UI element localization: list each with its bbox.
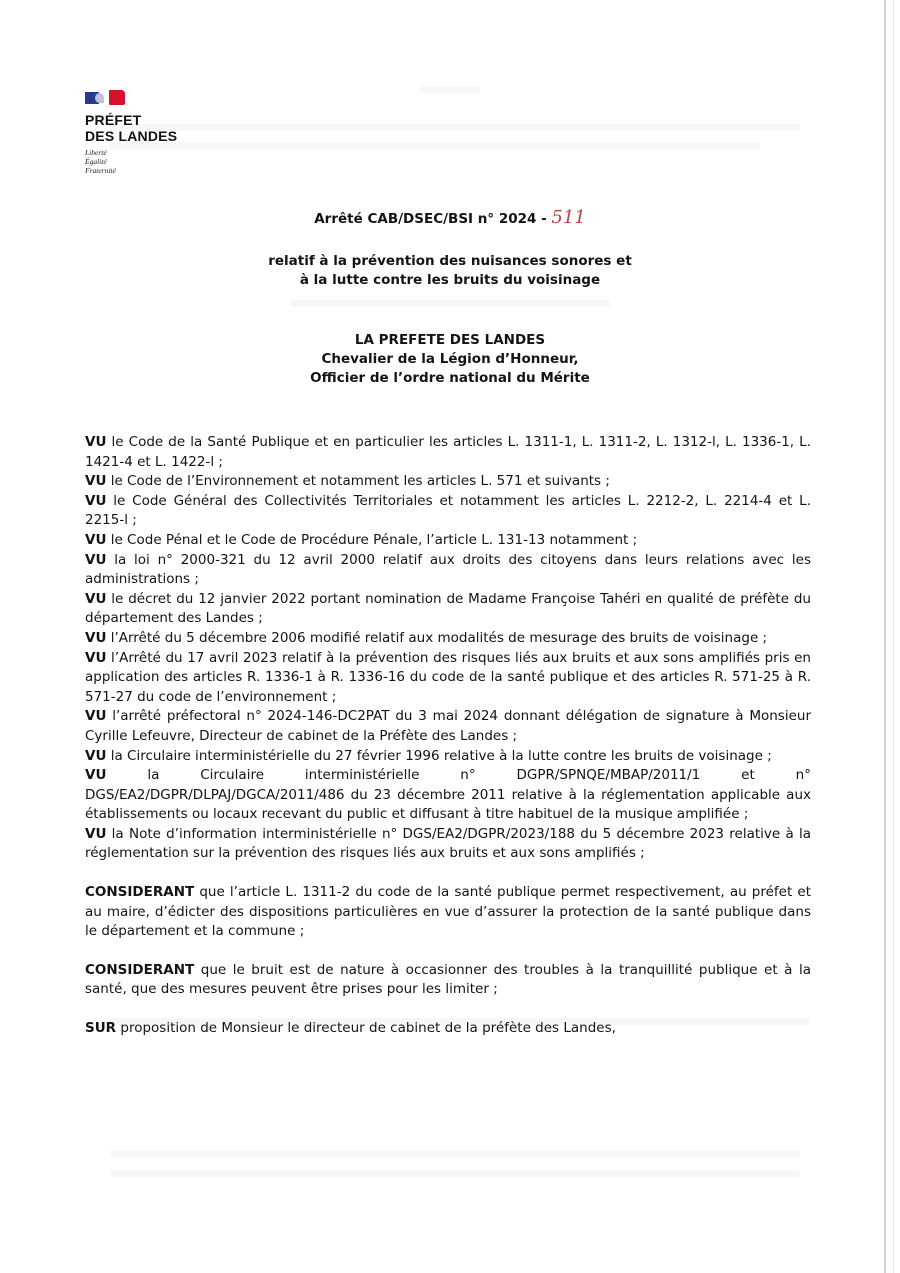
visa-label: VU <box>85 590 107 607</box>
show-through-mark <box>110 142 760 149</box>
arrete-handwritten-number: 511 <box>551 207 586 228</box>
visa-text: le Code de la Santé Publique et en particulier les articles L. 1311-1, L. 1311-2, L. 1312-l, L. 1336-1, L. 1421-4 et L. 1422-l ; <box>85 434 811 470</box>
authority-title: LA PREFETE DES LANDES <box>354 332 546 348</box>
scan-edge <box>884 0 886 1273</box>
visa-label: VU <box>85 492 107 509</box>
authority-honour1: Chevalier de la Légion d’Honneur, <box>321 351 579 367</box>
issuing-authority <box>0 331 900 388</box>
visa-item <box>85 649 811 708</box>
prefecture-name <box>85 112 177 144</box>
visa-text: le Code de l’Environnement et notamment les articles L. 571 et suivants ; <box>106 473 610 490</box>
considerant-text: que le bruit est de nature à occasionner des troubles à la tranquillité publique et à la santé, que des mesures peuvent être prises pour les limiter ; <box>85 961 811 998</box>
motto-fraternite: Fraternité <box>85 166 116 175</box>
show-through-mark <box>110 1150 800 1157</box>
visa-text: le décret du 12 janvier 2022 portant nomination de Madame Françoise Tahéri en qualité de préfète du département des Landes ; <box>85 590 811 627</box>
authority-honour2: Officier de l’ordre national du Mérite <box>310 370 590 386</box>
proposition-item <box>85 1019 811 1039</box>
prefecture-logo <box>85 90 177 175</box>
visa-item <box>85 825 811 864</box>
considerant-label: CONSIDERANT <box>85 961 195 978</box>
visa-label: VU <box>85 473 107 490</box>
visa-label: VU <box>85 825 107 842</box>
visa-text: la Circulaire interministérielle n° DGPR/SPNQE/MBAP/2011/1 et n° DGS/EA2/DGPR/DLPAJ/DGCA/2011/486 du 23 décembre 2011 relative à la réglementation applicable aux établissements ou locaux recevant du public et diffusant à titre habituel de la musique amplifiée ; <box>85 767 811 823</box>
show-through-mark <box>110 1170 800 1177</box>
arrete-subject <box>0 252 900 290</box>
visa-label: VU <box>85 649 107 666</box>
prefecture-name-line1: PRÉFET <box>85 112 142 128</box>
document-body <box>85 433 811 1039</box>
visa-label: VU <box>85 551 107 568</box>
show-through-mark <box>290 300 610 307</box>
motto-liberte: Liberté <box>85 148 107 157</box>
visa-item <box>85 531 811 551</box>
visa-item <box>85 492 811 531</box>
proposition-label: SUR <box>85 1020 117 1037</box>
marianne-flag-icon <box>85 90 125 106</box>
republic-motto <box>85 148 177 175</box>
visa-label: VU <box>85 531 107 548</box>
visa-item <box>85 766 811 825</box>
visa-label: VU <box>85 434 107 450</box>
considerant-text: que l’article L. 1311-2 du code de la santé publique permet respectivement, au préfet et au maire, d’édicter des dispositions particulières en vue d’assurer la protection de la santé publique dans le département et la commune ; <box>85 884 811 940</box>
considerant-label: CONSIDERANT <box>85 884 195 901</box>
visa-text: l’Arrêté du 17 avril 2023 relatif à la prévention des risques liés aux bruits et aux sons amplifiés pris en application des articles R. 1336-1 à R. 1336-16 du code de la santé publique et des articles R. 571-25 à R. 571-27 du code de l’environnement ; <box>85 649 811 705</box>
subject-line2: à la lutte contre les bruits du voisinage <box>299 272 601 288</box>
visa-item <box>85 707 811 746</box>
visa-text: l’arrêté préfectoral n° 2024-146-DC2PAT du 3 mai 2024 donnant délégation de signature à Monsieur Cyrille Lefeuvre, Directeur de cabinet de la Préfète des Landes ; <box>85 708 811 744</box>
proposition-text: proposition de Monsieur le directeur de cabinet de la préfète des Landes, <box>116 1020 616 1037</box>
visa-item <box>85 551 811 590</box>
visa-text: le Code Pénal et le Code de Procédure Pénale, l’article L. 131-13 notamment ; <box>106 531 638 548</box>
visa-text: la Circulaire interministérielle du 27 février 1996 relative à la lutte contre les bruits de voisinage ; <box>106 747 772 764</box>
visa-label: VU <box>85 629 107 646</box>
motto-egalite: Égalité <box>85 157 107 166</box>
visa-item <box>85 433 811 472</box>
considerant-item <box>85 883 811 942</box>
show-through-mark <box>420 86 480 93</box>
visa-text: l’Arrêté du 5 décembre 2006 modifié relatif aux modalités de mesurage des bruits de voisinage ; <box>106 629 768 646</box>
visa-label: VU <box>85 767 107 784</box>
visas-section <box>85 433 811 864</box>
scan-edge-inner <box>893 0 894 1273</box>
visa-item <box>85 629 811 649</box>
visa-label: VU <box>85 747 107 764</box>
visa-text: la Note d’information interministérielle n° DGS/EA2/DGPR/2023/188 du 5 décembre 2023 relative à la réglementation sur la prévention des risques liés aux bruits et aux sons amplifiés ; <box>85 825 811 862</box>
visa-text: le Code Général des Collectivités Territoriales et notamment les articles L. 2212-2, L. 2214-4 et L. 2215-l ; <box>85 492 811 529</box>
arrete-label: Arrêté CAB/DSEC/BSI n° 2024 - <box>314 211 552 227</box>
visa-item <box>85 747 811 767</box>
subject-line1: relatif à la prévention des nuisances sonores et <box>268 253 632 269</box>
visa-item <box>85 590 811 629</box>
considerant-item <box>85 961 811 1000</box>
visa-text: la loi n° 2000-321 du 12 avril 2000 relatif aux droits des citoyens dans leurs relations avec les administrations ; <box>85 551 811 588</box>
visa-label: VU <box>85 708 107 725</box>
visa-item <box>85 472 811 492</box>
arrete-reference <box>0 207 900 228</box>
show-through-mark <box>110 124 800 131</box>
prefecture-name-line2: DES LANDES <box>85 128 178 144</box>
